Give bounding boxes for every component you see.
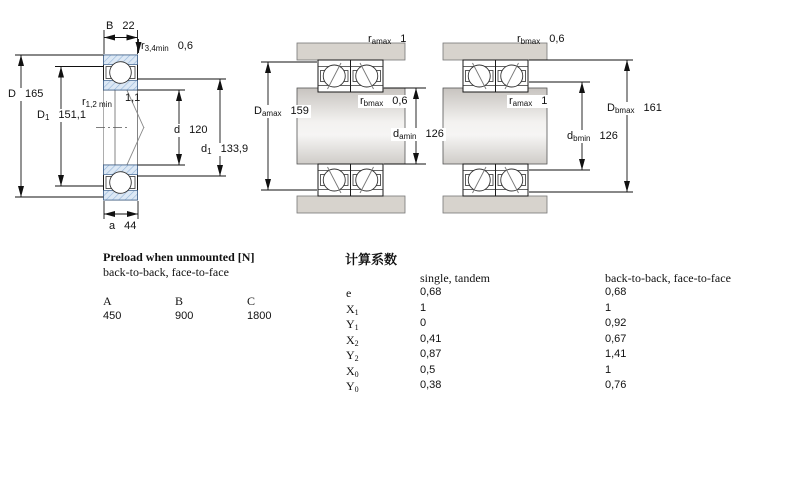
factors-col2-header: back-to-back, face-to-face (605, 271, 731, 285)
dim-label-dbmin: $d_{bmin}$ 126 (567, 130, 618, 143)
factors-title: 计算系数 (345, 252, 398, 267)
dim-label-r34min: $r_{3,4min}$ 0,6 (141, 40, 193, 53)
factors-col1-header: single, tandem (420, 271, 490, 285)
dim-label-damin: $d_{amin}$ 126 (393, 128, 444, 141)
factors-row-Y0: $Y_0$ 0,38 0,76 (346, 379, 627, 394)
bearing-pair-bottom (463, 164, 528, 196)
dim-label-bore-d: d 120 (174, 124, 208, 136)
dim-label-rbmax-f2f: $r_{bmax}$ 0,6 (517, 33, 565, 46)
dim-label-a: a 44 (109, 220, 137, 232)
housing-section-bottom (443, 196, 547, 213)
factors-row-e: e 0,68 0,68 (346, 286, 627, 300)
preload-subtitle: back-to-back, face-to-face (103, 265, 229, 279)
dim-label-r12min: $r_{1,2 min}$ (82, 96, 112, 109)
factors-row-X0: $X_0$ 0,5 1 (346, 363, 612, 379)
dim-label-D1: $D_1$ 151,1 (37, 109, 86, 122)
bearing-pair-top (318, 60, 383, 92)
preload-value-A: 450 (103, 310, 122, 322)
dim-label-d1: $d_1$ 133,9 (201, 143, 249, 156)
dim-label-Dbmax: $D_{bmax}$ 161 (607, 102, 662, 115)
housing-section-bottom (297, 196, 405, 213)
bearing-pair-top (463, 60, 528, 92)
factors-row-X1: $X_1$ 1 1 (346, 301, 612, 317)
preload-col-B: B (175, 294, 184, 308)
factors-row-Y1: $Y_1$ 0 0,92 (346, 317, 627, 332)
preload-col-A: A (103, 294, 112, 308)
bearing-pair-bottom (318, 164, 383, 196)
dim-label-rbmax-b2b: $r_{bmax}$ 0,6 (360, 95, 408, 108)
dim-label-Damax: $D_{amax}$ 159 (254, 105, 309, 118)
preload-title: Preload when unmounted [N] (103, 250, 255, 264)
factors-row-Y2: $Y_2$ 0,87 1,41 (346, 348, 627, 363)
preload-value-C: 1800 (247, 310, 272, 322)
dim-value-r12min: 1,1 (125, 92, 141, 104)
preload-col-C: C (247, 294, 256, 308)
face-to-face-pair-figure (443, 43, 633, 213)
factors-row-X2: $X_2$ 0,41 0,67 (346, 332, 627, 348)
dim-label-ramax-b2b: $r_{amax}$ 1 (368, 33, 407, 46)
dim-label-width-B: B 22 (106, 20, 135, 32)
bearing-section-top (104, 55, 138, 90)
dim-label-ramax-f2f: $r_{amax}$ 1 (509, 95, 548, 108)
dim-label-outer-diameter-D: D 165 (8, 88, 44, 100)
bearing-section-bottom (104, 165, 138, 200)
preload-value-B: 900 (175, 310, 194, 322)
